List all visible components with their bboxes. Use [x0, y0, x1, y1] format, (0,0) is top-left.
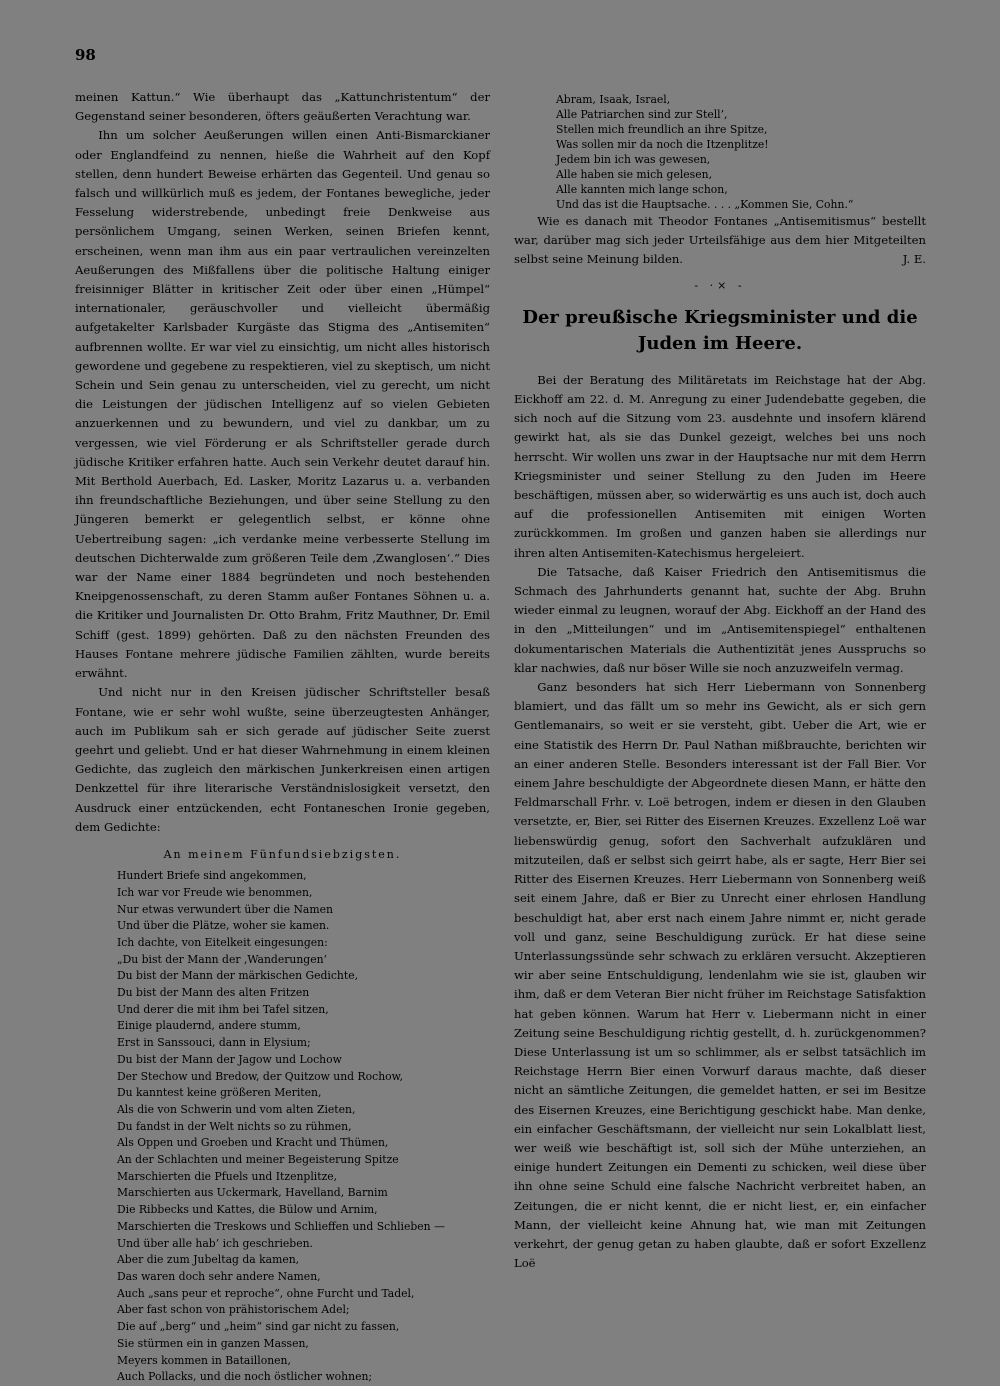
- poem-line: Die auf „berg“ und „heim“ sind gar nicht zu fassen,: [117, 1320, 400, 1334]
- poem-line: Jedem bin ich was gewesen,: [556, 153, 711, 166]
- section-divider: - ·× -: [694, 278, 746, 292]
- paragraph: Und nicht nur in den Kreisen jüdischer Schriftsteller besaß Fontane, wie er sehr wohl wußte, seine überzeugtesten Anhänger, auch im Publikum sah er sich gerade auf jüdischer Seite zuerst geehrt und geliebt. Und er hat dieser Wahrnehmung in einem kleinen Gedichte, das zugleich den märkischen Junkerkreisen einen artigen Denkzettel für ihre literarische Verständnislosigkeit versetzt, den Ausdruck einer entzückenden, echt Fontaneschen Ironie gegeben, dem Gedichte:: [75, 685, 490, 834]
- poem-line: Stellen mich freundlich an ihre Spitze,: [556, 123, 768, 136]
- paragraph-text: Wie es danach mit Theodor Fontanes „Antisemitismus“ bestellt war, darüber mag sich jeder Urteilsfähige aus dem hier Mitgeteilten selbst seine Meinung bilden.: [514, 214, 926, 267]
- poem-line: Marschierten die Pfuels und Itzenplitze,: [117, 1169, 338, 1183]
- paragraph: [514, 212, 926, 270]
- poem-line: Einige plaudernd, andere stumm,: [117, 1019, 301, 1033]
- poem-line: Alle kannten mich lange schon,: [556, 183, 728, 196]
- poem-line: Ich dachte, von Eitelkeit eingesungen:: [117, 935, 328, 949]
- paragraph: Ihn um solcher Aeußerungen willen einen Anti-Bismarckianer oder Englandfeind zu nennen, hieße die Wahrheit auf den Kopf stellen, denn hundert Beweise erhärten das Gegenteil. Und genau so falsch und willkürlich muß es jedem, der Fontanes bewegliche, jeder Fesselung widerstrebende, unbedingt freie Denkweise aus persönlichem Umgang, seinen Werken, seinen Briefen kennt, erscheinen, wenn man ihm aus ein paar vertraulichen vereinzelten Aeußerungen des Mißfallens über die politische Haltung einiger freisinniger Blätter in kritischer Zeit oder über einen „Hümpel“ internationaler, geräuschvoller und vielleicht übermäßig aufgetakelter Karlsbader Kurgäste das Stigma des „Antisemiten“ aufbrennen wollte. Er war viel zu einsichtig, um nicht alles historisch gewordene und gegebene zu respektieren, viel zu skeptisch, um nicht Schein und Sein genau zu unterscheiden, viel zu gerecht, um nicht die Leistungen der jüdischen Intelligenz auf so vielen Gebieten anzuerkennen und zu bewundern, und viel zu dankbar, um zu vergessen, wie viel Förderung er als Schriftsteller gerade durch jüdische Kritiker erfahren hatte. Auch sein Verkehr deutet darauf hin. Mit Berthold Auerbach, Ed. Lasker, Moritz Lazarus u. a. verbanden ihn freundschaftliche Beziehungen, und über seine Stellung zu den Jüngeren bemerkt er gelegentlich selbst, er könne ohne Uebertreibung sagen: „ich verdanke meine verbesserte Stellung im deutschen Dichterwalde zum größeren Teile dem ‚Zwanglosen‘.“ Dies war der Name einer 1884 begründeten und noch bestehenden Kneipgenossenschaft, zu deren Stamm außer Fontanes Söhnen u. a. die Kritiker und Journalisten Dr. Otto Brahm, Fritz Mauthner, Dr. Emil Schiff (gest. 1899) gehörten. Daß zu den nächsten Freunden des Hauses Fontane mehrere jüdische Familien zählten, wurde bereits erwähnt.: [75, 128, 490, 681]
- poem-line: Auch Pollacks, und die noch östlicher wohnen;: [117, 1370, 373, 1384]
- poem-line: Als die von Schwerin und vom alten Zieten,: [117, 1102, 356, 1116]
- paragraph: Ganz besonders hat sich Herr Liebermann von Sonnenberg blamiert, und das fällt um so mehr ins Gewicht, als er sich gern Gentlemanairs, so weit er sie versteht, gibt. Ueber die Art, wie er eine Statistik des Herrn Dr. Paul Nathan mißbrauchte, berichten wir an einer anderen Stelle. Besonders interessant ist der Fall Bier. Vor einem Jahre beschuldigte der Abgeordnete diesen Mann, er hätte den Feldmarschall Frhr. v. Loë betrogen, indem er diesen in den Glauben versetzte, er, Bier, sei Ritter des Eisernen Kreuzes. Exzellenz Loë war liebenswürdig genug, sofort den Sachverhalt aufzuklären und mitzuteilen, daß er selbst sich geirrt habe, als er sagte, Herr Bier sei Ritter des Eisernen Kreuzes. Herr Liebermann von Sonnenberg weiß seit einem Jahre, daß er Bier zu Unrecht einer ehrlosen Handlung beschuldigt hat, aber erst nach einem Jahre nimmt er, nicht gerade voll und ganz, seine Beschuldigung zurück. Er hat diese seine Unterlassungssünde sehr schwach zu erklären versucht. Akzeptieren wir aber seine Entschuldigung, lendenlahm wie sie ist, glauben wir ihm, daß er dem Veteran Bier nicht früher im Reichstage Satisfaktion hat geben können. Warum hat Herr v. Liebermann nicht in einer Zeitung seine Beschuldigung richtig gestellt, d. h. zurückgenommen? Diese Unterlassung ist um so schlimmer, als er selbst tatsächlich im Reichstage Herrn Bier einen Vorwurf daraus machte, daß dieser nicht an sämtliche Zeitungen, die gemeldet hatten, er sei im Besitze des Eisernen Kreuzes, eine Berichtigung geschickt habe. Man denke, ein einfacher Geschäftsmann, der vielleicht nur sein Lokalblatt liest, wer weiß wie beschäftigt ist, soll sich der Mühe unterziehen, an einige hundert Zeitungen ein Dementi zu schicken, weil diese über ihn ohne seine Schuld eine falsche Nachricht verbreitet haben, an Zeitungen, die er nicht kennt, die er nicht liest, er, ein einfacher Mann, der vielleicht keine Ahnung hat, wie man mit Zeitungen verkehrt, der genug getan zu haben glaubte, daß er sofort Exzellenz Loë: [514, 680, 927, 1271]
- poem-line: Alle Patriarchen sind zur Stell’,: [556, 108, 728, 121]
- poem-line: Du bist der Mann der Jagow und Lochow: [117, 1052, 342, 1066]
- poem-line: Du bist der Mann der märkischen Gedichte,: [117, 969, 359, 983]
- poem-line: Was sollen mir da noch die Itzenplitze!: [556, 138, 769, 151]
- poem-line: Aber die zum Jubeltag da kamen,: [117, 1253, 300, 1267]
- poem-line: Ich war vor Freude wie benommen,: [117, 885, 313, 899]
- poem-line: Du bist der Mann des alten Fritzen: [117, 986, 310, 1000]
- poem: [117, 868, 490, 1386]
- poem-line: Und über die Plätze, woher sie kamen.: [117, 919, 330, 933]
- poem-line: Alle haben sie mich gelesen,: [556, 168, 713, 181]
- poem-line: An der Schlachten und meiner Begeisterung Spitze: [117, 1153, 399, 1167]
- paragraph: Bei der Beratung des Militäretats im Reichstage hat der Abg. Eickhoff am 22. d. M. Anregung zu einer Judendebatte gegeben, die sich noch auf die Sitzung vom 23. ausdehnte und insofern klärend gewirkt hat, als sie das Dunkel gezeigt, welches bei uns noch herrscht. Wir wollen uns zwar in der Hauptsache nur mit dem Herrn Kriegsminister und seiner Stellung zu den Juden im Heere beschäftigen, müssen aber, so widerwärtig es uns auch ist, doch auch auf die professionellen Antisemiten mit einigen Worten zurückkommen. Im großen und ganzen haben sie allerdings nur ihren alten Antisemiten-Katechismus hergeleiert.: [514, 372, 926, 560]
- poem-line: Erst in Sanssouci, dann in Elysium;: [117, 1036, 311, 1050]
- poem-line: Die Ribbecks und Kattes, die Bülow und Arnim,: [117, 1203, 378, 1217]
- poem-line: Als Oppen und Groeben und Kracht und Thümen,: [117, 1136, 389, 1150]
- poem-line: Auch „sans peur et reproche“, ohne Furcht und Tadel,: [117, 1286, 415, 1300]
- paragraph: Die Tatsache, daß Kaiser Friedrich den Antisemitismus die Schmach des Jahrhunderts genannt hat, suchte der Abg. Bruhn wieder einmal zu leugnen, worauf der Abg. Eickhoff an der Hand des in den „Mitteilungen“ und im „Antisemitenspiegel“ enthaltenen dokumentarischen Materials die Authentizität jenes Ausspruchs so klar nachwies, daß nur böser Wille sie noch anzuzweifeln vermag.: [514, 564, 926, 675]
- poem-line: „Du bist der Mann der ‚Wanderungen‘: [117, 952, 327, 966]
- poem-line: Nur etwas verwundert über die Namen: [117, 902, 333, 916]
- poem-line: Hundert Briefe sind angekommen,: [117, 869, 307, 883]
- paragraph: meinen Kattun.“ Wie überhaupt das „Kattunchristentum“ der Gegenstand seiner besonderen, öfters geäußerten Verachtung war.: [75, 90, 490, 124]
- poem-line: Und das ist die Hauptsache. . . . „Kommen Sie, Cohn.“: [556, 198, 854, 211]
- author-signature: J. E.: [902, 252, 926, 267]
- poem-line: Das waren doch sehr andere Namen,: [117, 1270, 321, 1283]
- poem-line: Sie stürmen ein in ganzen Massen,: [117, 1336, 309, 1350]
- article-headline: Der preußische Kriegsminister und die Juden im Heere.: [522, 306, 918, 354]
- poem-line: Und über alle hab’ ich geschrieben.: [117, 1236, 313, 1250]
- poem-line: Abram, Isaak, Israel,: [556, 93, 671, 106]
- poem-continuation: [556, 92, 926, 212]
- poem-line: Der Stechow und Bredow, der Quitzow und Rochow,: [117, 1069, 404, 1083]
- poem-title: An meinem Fünfundsiebzigsten.: [163, 847, 402, 861]
- poem-line: Marschierten die Treskows und Schlieffen und Schlieben —: [117, 1219, 445, 1233]
- poem-line: Du fandst in der Welt nichts so zu rühmen,: [117, 1119, 352, 1133]
- right-column: [514, 92, 926, 1273]
- page-number: 98: [75, 46, 96, 64]
- poem-line: Marschierten aus Uckermark, Havelland, Barnim: [117, 1186, 388, 1200]
- poem-line: Aber fast schon von prähistorischem Adel;: [117, 1303, 350, 1317]
- poem-line: Und derer die mit ihm bei Tafel sitzen,: [117, 1002, 329, 1016]
- poem-line: Du kanntest keine größeren Meriten,: [117, 1086, 322, 1100]
- left-column: [75, 88, 490, 1386]
- poem-line: Meyers kommen in Bataillonen,: [117, 1353, 291, 1367]
